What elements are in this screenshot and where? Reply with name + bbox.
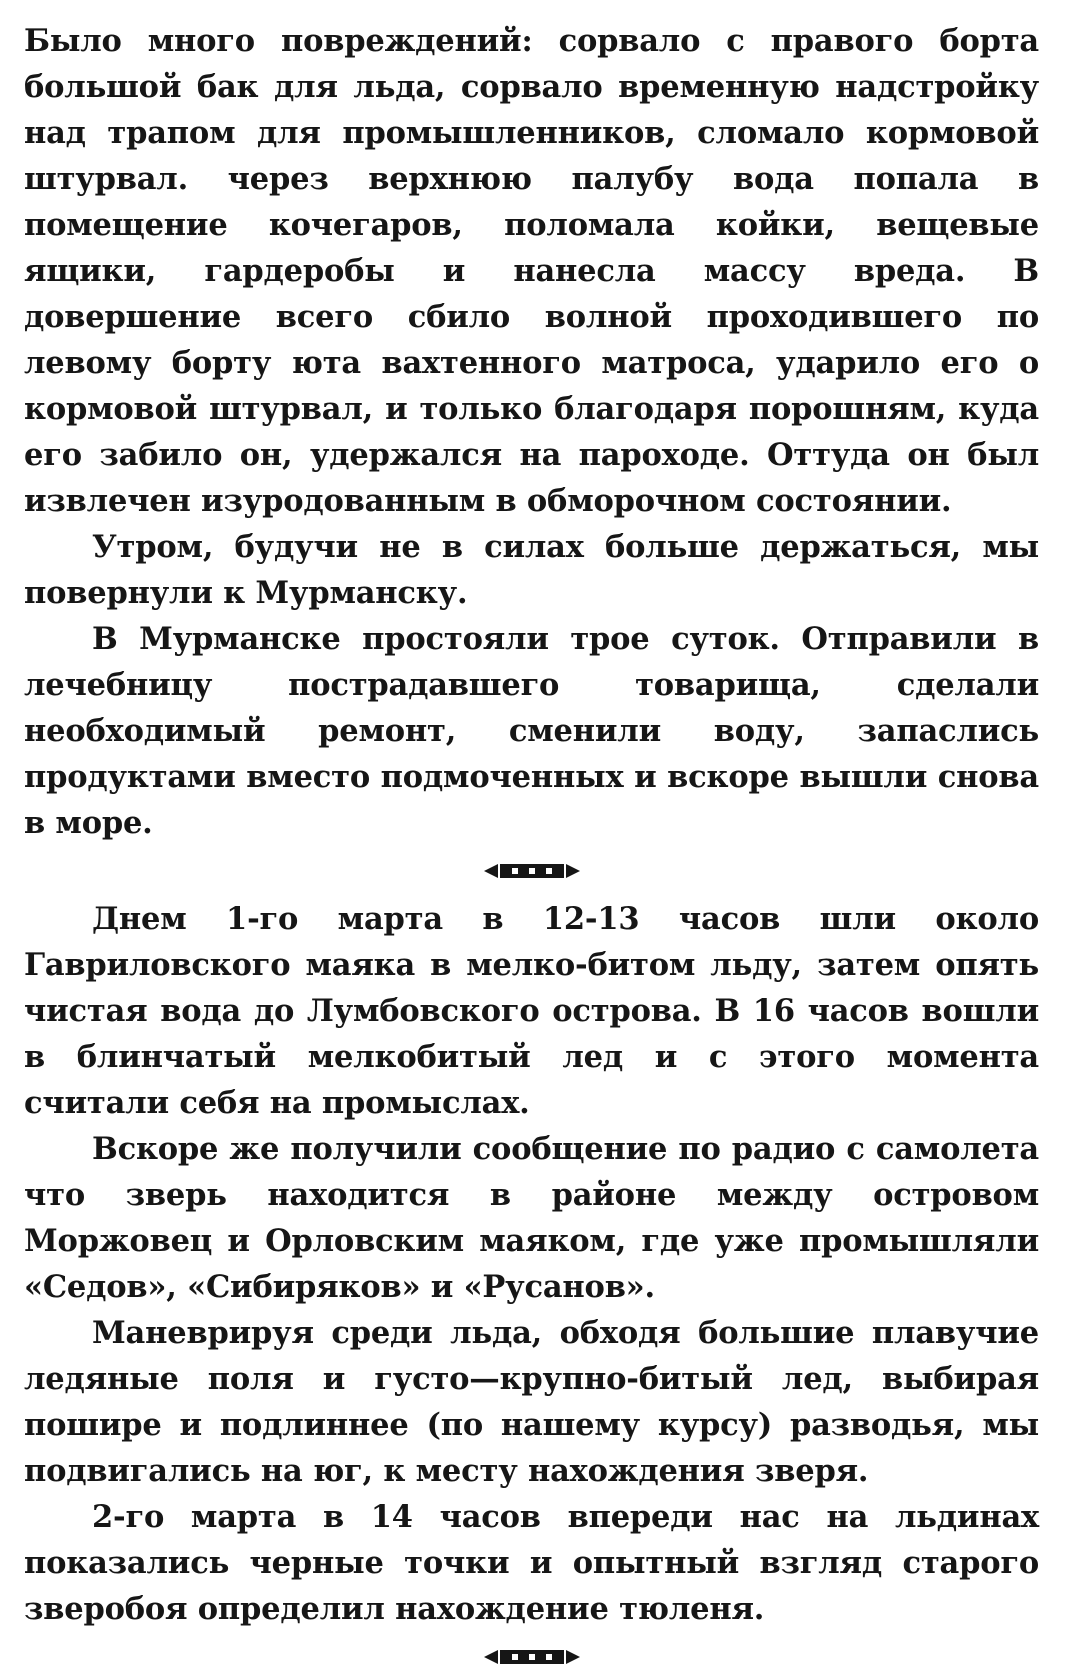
ornamental-divider-icon: [24, 1634, 1039, 1680]
paragraph-march-1: Днем 1-го марта в 12-13 часов шли около Гавриловского маяка в мелко-битом льду, затем опять чистая вода до Лумбовского острова. В 16 часов вошли в блинчатый мелкобитый лед и с этого момента считали себя на промыслах.: [24, 901, 1039, 1121]
paragraph-turn-to-murmansk: Утром, будучи не в силах больше держаться, мы повернули к Мурманску.: [24, 529, 1039, 611]
paragraph-march-2: 2-го марта в 14 часов впереди нас на льдинах показались черные точки и опытный взгляд старого зверобоя определил нахождение тюленя.: [24, 1499, 1039, 1627]
ornamental-divider-icon: [24, 848, 1039, 894]
paragraph-radio-message: Вскоре же получили сообщение по радио с самолета что зверь находится в районе между островом Моржовец и Орловским маяком, где уже промышляли «Седов», «Сибиряков» и «Русанов».: [24, 1131, 1039, 1305]
paragraph-maneuvering: Маневрируя среди льда, обходя большие плавучие ледяные поля и густо—крупно-битый лед, выбирая пошире и подлиннее (по нашему курсу) разводья, мы подвигались на юг, к месту нахождения зверя.: [24, 1315, 1039, 1489]
paragraph-murmansk-stay: В Мурманске простояли трое суток. Отправили в лечебницу пострадавшего товарища, сделали необходимый ремонт, сменили воду, запаслись продуктами вместо подмоченных и вскоре вышли снова в море.: [24, 621, 1039, 841]
paragraph-damage: Было много повреждений: сорвало с правого борта большой бак для льда, сорвало временную надстройку над трапом для промышленников, сломало кормовой штурвал. через верхнюю палубу вода попала в помещение кочегаров, поломала койки, вещевые ящики, гардеробы и нанесла массу вреда. В довершение всего сбило волной проходившего по левому борту юта вахтенного матроса, ударило его о кормовой штурвал, и только благодаря порошням, куда его забило он, удержался на пароходе. Оттуда он был извлечен изуродованным в обморочном состоянии.: [24, 23, 1039, 519]
